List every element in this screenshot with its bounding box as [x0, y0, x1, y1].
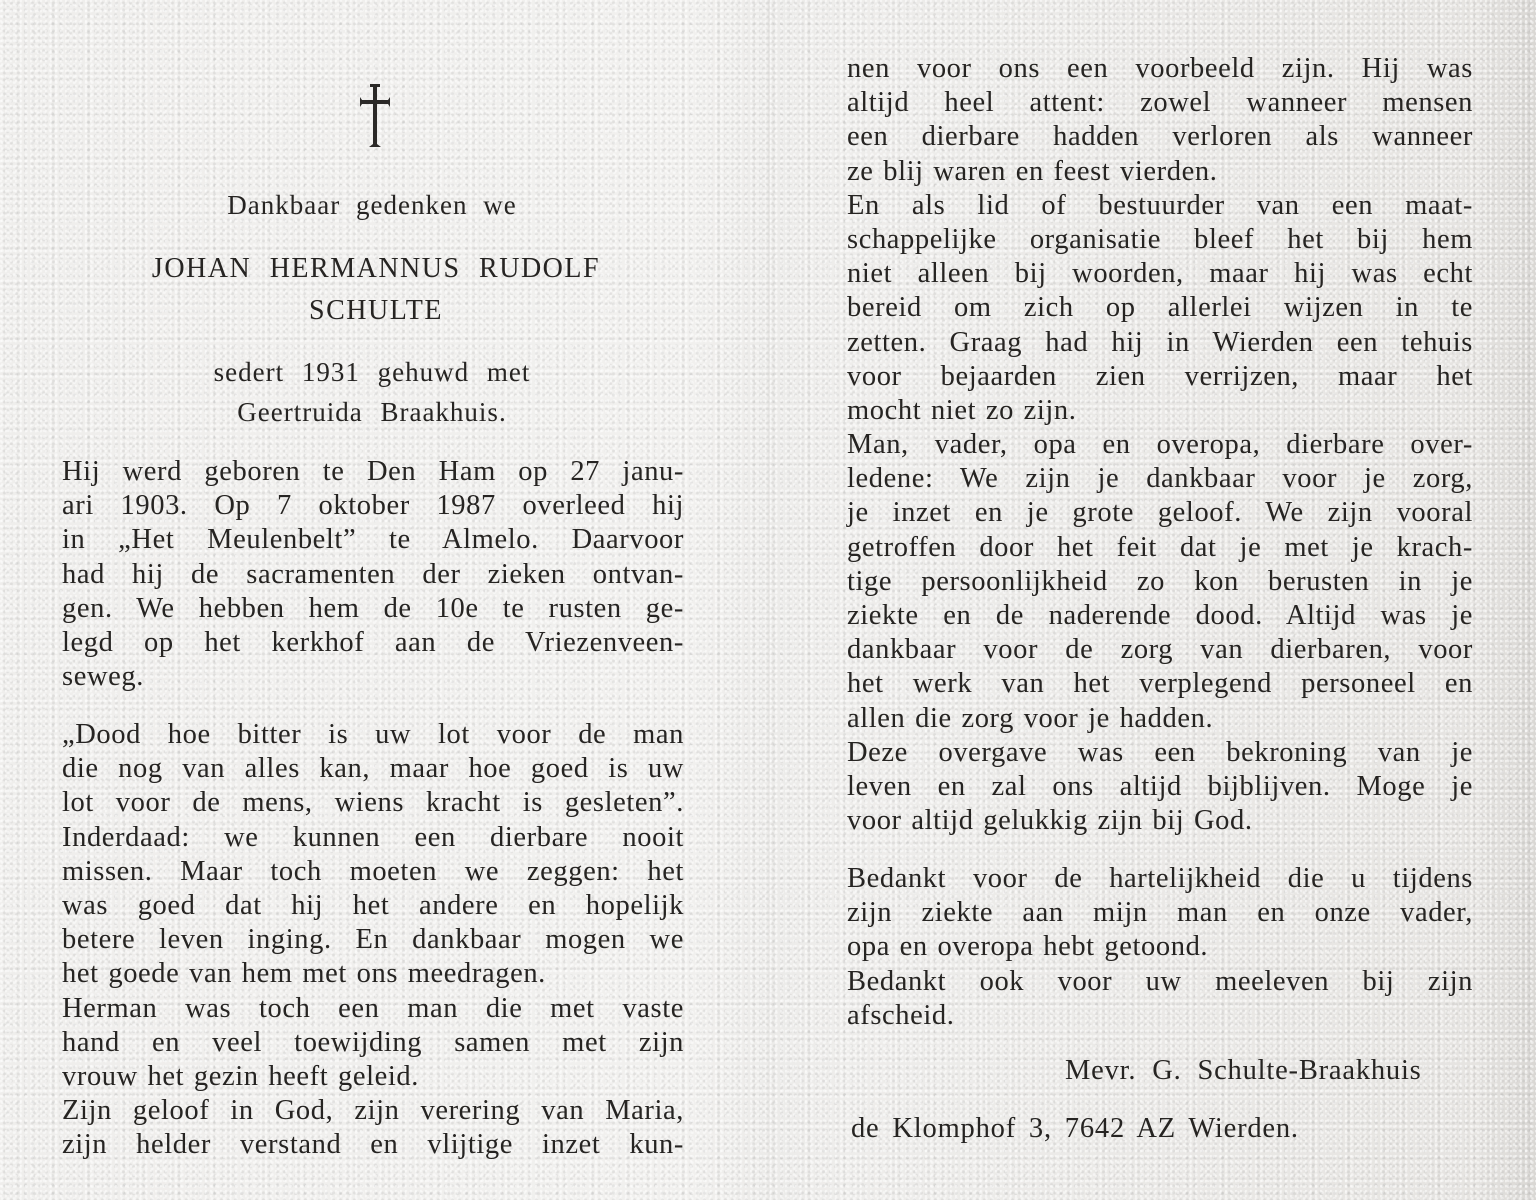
text-line: seweg. [62, 661, 144, 693]
text-line: Man, vader, opa en overopa, dierbare over- [847, 429, 1473, 461]
text-line: zijn helder verstand en vlijtige inzet kun- [62, 1129, 684, 1161]
name-line-1: JOHAN HERMANNUS RUDOLF [151, 253, 601, 284]
thanks-paragraph [847, 862, 1473, 1033]
text-line: ziekte en de naderende dood. Altijd was je [847, 600, 1473, 631]
right-panel [847, 0, 1473, 1200]
text-line: zetten. Graag had hij in Wierden een tehuis [847, 326, 1473, 358]
signature: Mevr. G. Schulte-Braakhuis [1065, 1055, 1422, 1086]
married-line-1: sedert 1931 gehuwd met [213, 357, 531, 387]
text-line: schappelijke organisatie bleef het bij hem [847, 223, 1473, 255]
text-line: mocht niet zo zijn. [847, 394, 1077, 426]
text-line: tige persoonlijkheid zo kon berusten in je [847, 565, 1473, 597]
text-line: afscheid. [847, 999, 955, 1031]
text-line: „Dood hoe bitter is uw lot voor de man [62, 719, 684, 750]
text-line: ari 1903. Op 7 oktober 1987 overleed hij [62, 490, 684, 522]
text-line: lot voor de mens, wiens kracht is gesleten”. [62, 787, 684, 819]
biography-paragraph [62, 455, 684, 694]
text-line: ledene: We zijn je dankbaar voor je zorg, [847, 463, 1473, 495]
text-line: vrouw het gezin heeft geleid. [62, 1060, 419, 1092]
text-line: hand en veel toewijding samen met zijn [62, 1026, 684, 1058]
tribute-paragraph [847, 52, 1473, 838]
married-line-2: Geertruida Braakhuis. [237, 397, 507, 427]
text-line: bereid om zich op allerlei wijzen in te [847, 292, 1473, 324]
fold-line [768, 0, 770, 1200]
text-line: opa en overopa hebt getoond. [847, 931, 1209, 963]
text-line: leven en zal ons altijd bijblijven. Moge je [847, 770, 1473, 802]
text-line: het werk van het verplegend personeel en [847, 668, 1473, 700]
left-panel [62, 0, 684, 1200]
text-line: Deze overgave was een bekroning van je [847, 736, 1473, 768]
text-line: dankbaar voor de zorg van dierbaren, voor [847, 634, 1473, 666]
marriage-info [52, 352, 692, 432]
text-line: betere leven inging. En dankbaar mogen we [62, 924, 684, 956]
text-line: Hij werd geboren te Den Ham op 27 janu- [62, 456, 684, 487]
text-line: je inzet en je grote geloof. We zijn vooral [847, 497, 1473, 529]
text-line: Inderdaad: we kunnen een dierbare nooit [62, 821, 684, 853]
text-line: altijd heel attent: zowel wanneer mensen [847, 87, 1473, 119]
text-line: voor altijd gelukkig zijn bij God. [847, 805, 1253, 837]
text-line: gen. We hebben hem de 10e te rusten ge- [62, 592, 684, 624]
text-line: Bedankt voor de hartelijkheid die u tijdens [847, 863, 1473, 894]
text-line: missen. Maar toch moeten we zeggen: het [62, 855, 684, 887]
intro-line: Dankbaar gedenken we [227, 190, 517, 220]
reflection-paragraph [62, 718, 684, 1162]
text-line: En als lid of bestuurder van een maat- [847, 189, 1473, 221]
text-line: zijn ziekte aan mijn man en onze vader, [847, 897, 1473, 929]
text-line: Herman was toch een man die met vaste [62, 992, 684, 1024]
cross-icon [358, 84, 392, 150]
text-line: een dierbare hadden verloren als wanneer [847, 121, 1473, 153]
text-line: die nog van alles kan, maar hoe goed is uw [62, 753, 684, 785]
text-line: ze blij waren en feest vierden. [847, 155, 1218, 187]
text-line: niet alleen bij woorden, maar hij was echt [847, 258, 1473, 290]
deceased-name [56, 248, 696, 332]
text-line: getroffen door het feit dat je met je krach- [847, 531, 1473, 563]
text-line: legd op het kerkhof aan de Vriezenveen- [62, 626, 684, 658]
text-line: allen die zorg voor je hadden. [847, 702, 1214, 734]
text-line: in „Het Meulenbelt” te Almelo. Daarvoor [62, 524, 684, 556]
address: de Klomphof 3, 7642 AZ Wierden. [851, 1113, 1299, 1144]
text-line: had hij de sacramenten der zieken ontvan- [62, 558, 684, 590]
name-line-2: SCHULTE [309, 295, 443, 326]
text-line: was goed dat hij het andere en hopelijk [62, 889, 684, 921]
text-line: voor bejaarden zien verrijzen, maar het [847, 360, 1473, 392]
text-line: nen voor ons een voorbeeld zijn. Hij was [847, 53, 1473, 84]
text-line: Zijn geloof in God, zijn verering van Maria, [62, 1095, 684, 1127]
text-line: het goede van hem met ons meedragen. [62, 958, 546, 990]
text-line: Bedankt ook voor uw meeleven bij zijn [847, 965, 1473, 997]
